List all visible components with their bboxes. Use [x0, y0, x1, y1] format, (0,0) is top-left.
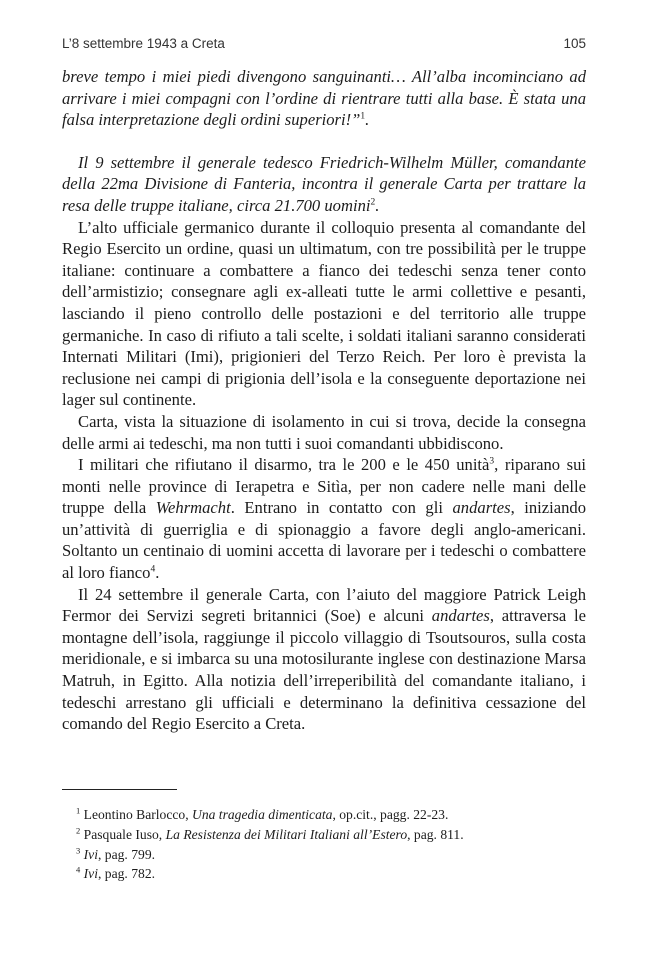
italic-term: andartes [431, 606, 490, 626]
footnote-item [62, 825, 586, 845]
footnote-ref: 1 [360, 111, 366, 122]
footnote-text: Leontino Barlocco, [83, 807, 192, 822]
footnote-number: 2 [76, 825, 81, 836]
footnote-text: , pag. 799. [98, 846, 156, 862]
footnote-separator [62, 789, 177, 790]
footnote-item [62, 864, 586, 884]
footnote-text: , pag. 782. [98, 866, 156, 882]
footnote-title: Ivi [83, 866, 98, 882]
quote-trailing: . [365, 110, 370, 130]
paragraph-text: I militari che rifiutano il disarmo, tra le 200 e le 450 unità [78, 455, 490, 475]
footnote-text: , op.cit., pagg. 22-23. [332, 807, 449, 822]
footnote-text: Pasquale Iuso, [83, 826, 166, 842]
footnote-number: 4 [76, 864, 81, 875]
page-number: 105 [563, 36, 586, 51]
footnote-ref: 2 [370, 197, 376, 208]
paragraph-text: . [155, 563, 160, 583]
footnote-number: 1 [76, 805, 81, 816]
running-title: L’8 settembre 1943 a Creta [62, 36, 225, 51]
paragraph-muller-meeting [62, 152, 586, 217]
paragraph-escape [62, 584, 586, 735]
footnotes [62, 805, 586, 884]
footnote-ref: 4 [150, 564, 156, 575]
italic-term: andartes [452, 498, 511, 518]
paragraph-text: , iniziando un’attività di guerriglia e di spionaggio a favore degli anglo-americani. Soltanto un centinaio di uomini accetta di lavorare per i tedeschi o combattere al loro fianco [62, 498, 587, 583]
paragraph-trailing: . [375, 195, 380, 215]
paragraph-text: . Entrano in contatto con gli [230, 498, 453, 518]
running-header [62, 36, 586, 56]
footnote-ref: 3 [489, 456, 495, 467]
main-text [62, 66, 586, 735]
footnote-title: Una tragedia dimenticata [192, 807, 333, 822]
quote-text: breve tempo i miei piedi divengono sanguinanti… All’alba incominciano ad arrivare i miei compagni con l’ordine di rientrare tutti alla base. È stata una falsa interpretazione degli ordini superiori!” [62, 67, 586, 130]
paragraph-text: , riparano sui monti nelle province di Ierapetra e Sitìa, per non cadere nelle mani delle truppe della [62, 455, 586, 518]
footnote-item [62, 805, 586, 825]
quote-paragraph [62, 66, 586, 131]
italic-term: Wehrmacht [155, 498, 231, 518]
paragraph-text: Il 24 settembre il generale Carta, con l’aiuto del maggiore Patrick Leigh Fermor dei Servizi segreti britannici (Soe) e alcuni [62, 584, 586, 626]
paragraph-text: Il 9 settembre il generale tedesco Friedrich-Wilhelm Müller, comandante della 22ma Divisione di Fanteria, incontra il generale Carta per trattare la resa delle truppe italiane, circa 21.700 uomini [62, 152, 586, 215]
paragraph-ultimatum: L’alto ufficiale germanico durante il colloquio presenta al comandante del Regio Esercito un ordine, quasi un ultimatum, con tre possibilità per le truppe italiane: continuare a combattere a fianco dei tedeschi senza tener conto dell’armistizio; consegnare agli ex-alleati tutte le armi collettive e pesanti, lasciando il pieno controllo delle postazioni e del territorio alle truppe germaniche. In caso di rifiuto a tali scelte, i soldati italiani saranno considerati Internati Militari (Imi), prigionieri del Terzo Reich. Per loro è prevista la reclusione nei campi di prigionia dell’isola e la conseguente deportazione nei lager sul continente. [62, 217, 586, 410]
paragraph-carta-decision: Carta, vista la situazione di isolamento in cui si trova, decide la consegna delle armi ai tedeschi, ma non tutti i suoi comandanti ubbidiscono. [62, 411, 586, 453]
footnote-number: 3 [76, 845, 81, 856]
footnote-item [62, 845, 586, 865]
footnote-text: , pag. 811. [407, 826, 464, 842]
footnote-title: Ivi [83, 846, 98, 862]
paragraph-text: , attraversa le montagne dell’isola, raggiunge il piccolo villaggio di Tsoutsouros, sulla costa meridionale, e si imbarca su una motosilurante inglese con destinazione Marsa Matruh, in Egitto. Alla notizia dell’irreperibilità del comandante italiano, i tedeschi arrestano gli ufficiali e determinano la definitiva cessazione del comando del Regio Esercito a Creta. [62, 606, 586, 734]
paragraph-resistance [62, 454, 586, 584]
footnote-title: La Resistenza dei Militari Italiani all’Estero [165, 826, 408, 842]
